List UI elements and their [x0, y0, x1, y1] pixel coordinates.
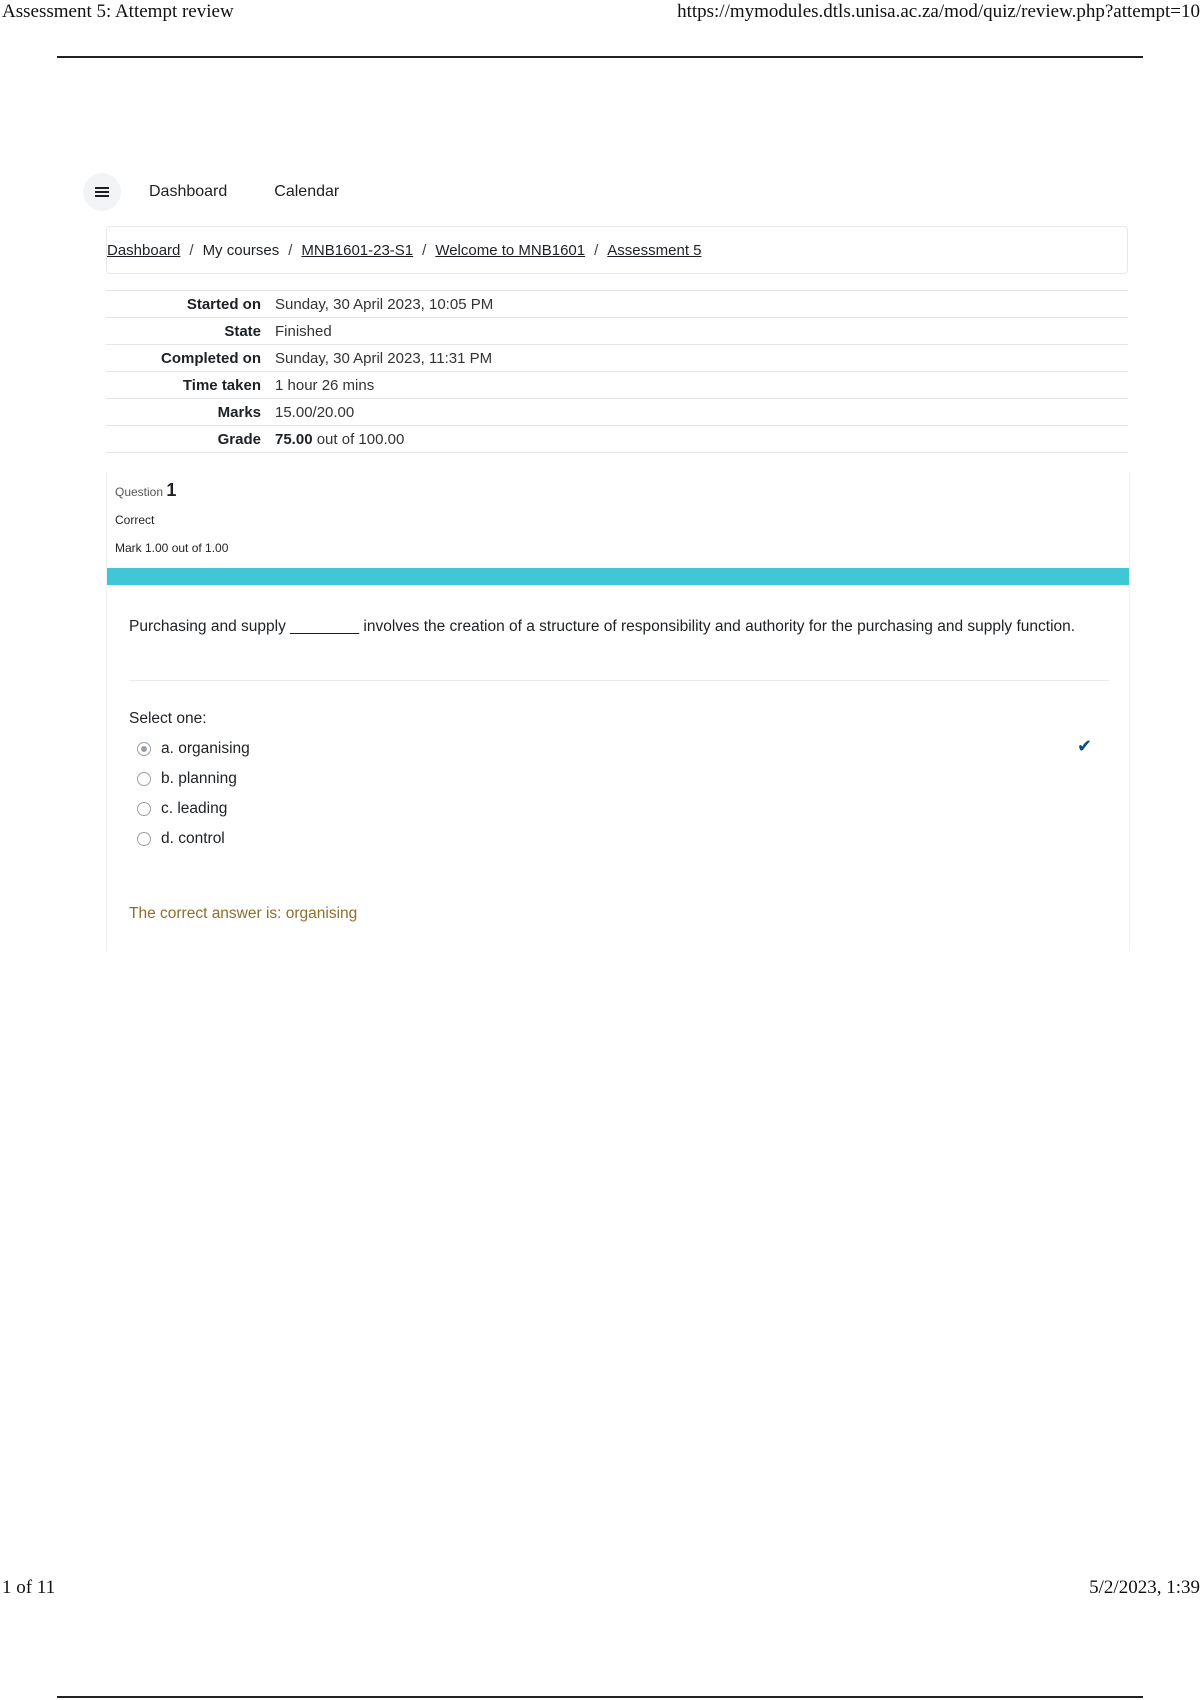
- breadcrumb-welcome[interactable]: Welcome to MNB1601: [435, 241, 586, 259]
- summary-value: Sunday, 30 April 2023, 10:05 PM: [275, 295, 494, 313]
- hamburger-icon[interactable]: [83, 173, 121, 211]
- breadcrumb-separator: /: [288, 241, 293, 259]
- question-mark: Mark 1.00 out of 1.00: [115, 541, 229, 555]
- option-c[interactable]: [137, 794, 250, 824]
- breadcrumb-course[interactable]: MNB1601-23-S1: [301, 241, 414, 259]
- summary-value: 1 hour 26 mins: [275, 376, 375, 394]
- print-header: [0, 0, 1200, 30]
- radio[interactable]: [137, 802, 151, 816]
- answer-options: [137, 734, 250, 854]
- nav-dashboard-link[interactable]: Dashboard: [149, 183, 228, 200]
- question-state: Correct: [115, 513, 155, 527]
- summary-row-started: [106, 291, 1128, 318]
- summary-label: Time taken: [182, 376, 261, 394]
- select-one-prompt: Select one:: [129, 710, 207, 727]
- question-text: Purchasing and supply ________ involves the creation of a structure of responsibility and authority for the purchasing and supply function.: [129, 618, 1076, 635]
- header-rule: [57, 56, 1143, 58]
- checkmark-icon: ✔: [1077, 736, 1093, 756]
- summary-value: 15.00/20.00: [275, 403, 355, 421]
- radio[interactable]: [137, 832, 151, 846]
- breadcrumb-separator: /: [594, 241, 599, 259]
- option-d[interactable]: [137, 824, 250, 854]
- option-label: d. control: [161, 830, 225, 847]
- summary-label: Marks: [217, 403, 261, 421]
- print-datetime: 5/2/2023, 1:39: [1089, 1577, 1200, 1598]
- summary-label: Started on: [186, 295, 261, 313]
- summary-label: State: [224, 322, 261, 340]
- summary-row-time: [106, 372, 1128, 399]
- attempt-summary-table: [106, 290, 1128, 453]
- question-number: [115, 480, 228, 501]
- page-number: 1 of 11: [2, 1577, 56, 1598]
- summary-value: Finished: [275, 322, 332, 340]
- breadcrumb: [106, 226, 1128, 274]
- summary-row-state: [106, 318, 1128, 345]
- nav-calendar-link[interactable]: Calendar: [274, 183, 340, 200]
- question-card: [106, 472, 1130, 950]
- footer-rule: [57, 1696, 1143, 1698]
- summary-row-completed: [106, 345, 1128, 372]
- print-url: https://mymodules.dtls.unisa.ac.za/mod/quiz/review.php?attempt=10: [677, 1, 1200, 22]
- option-b[interactable]: [137, 764, 250, 794]
- radio[interactable]: [137, 772, 151, 786]
- breadcrumb-my-courses: My courses: [202, 241, 280, 259]
- breadcrumb-separator: /: [422, 241, 427, 259]
- breadcrumb-assessment[interactable]: Assessment 5: [607, 241, 702, 259]
- summary-row-grade: [106, 426, 1128, 453]
- option-label: a. organising: [161, 740, 250, 757]
- print-title: Assessment 5: Attempt review: [2, 1, 234, 22]
- question-prefix: Question: [115, 485, 164, 499]
- summary-row-marks: [106, 399, 1128, 426]
- breadcrumb-separator: /: [189, 241, 194, 259]
- question-divider: [129, 680, 1109, 681]
- radio-selected[interactable]: [137, 742, 151, 756]
- question-info: [115, 480, 228, 555]
- breadcrumb-dashboard[interactable]: Dashboard: [107, 241, 181, 259]
- summary-label: Grade: [217, 430, 261, 448]
- option-a[interactable]: [137, 734, 250, 764]
- grade-out-of: out of 100.00: [312, 430, 405, 448]
- summary-label: Completed on: [161, 349, 261, 367]
- question-number-value: 1: [166, 480, 177, 500]
- correct-answer-feedback: The correct answer is: organising: [129, 905, 358, 922]
- top-navigation: [83, 172, 386, 212]
- option-label: b. planning: [161, 770, 237, 787]
- question-accent-bar: [107, 568, 1129, 585]
- summary-value: Sunday, 30 April 2023, 11:31 PM: [275, 349, 493, 367]
- grade-score: 75.00: [275, 430, 313, 448]
- summary-value: [275, 426, 1128, 453]
- option-label: c. leading: [161, 800, 228, 817]
